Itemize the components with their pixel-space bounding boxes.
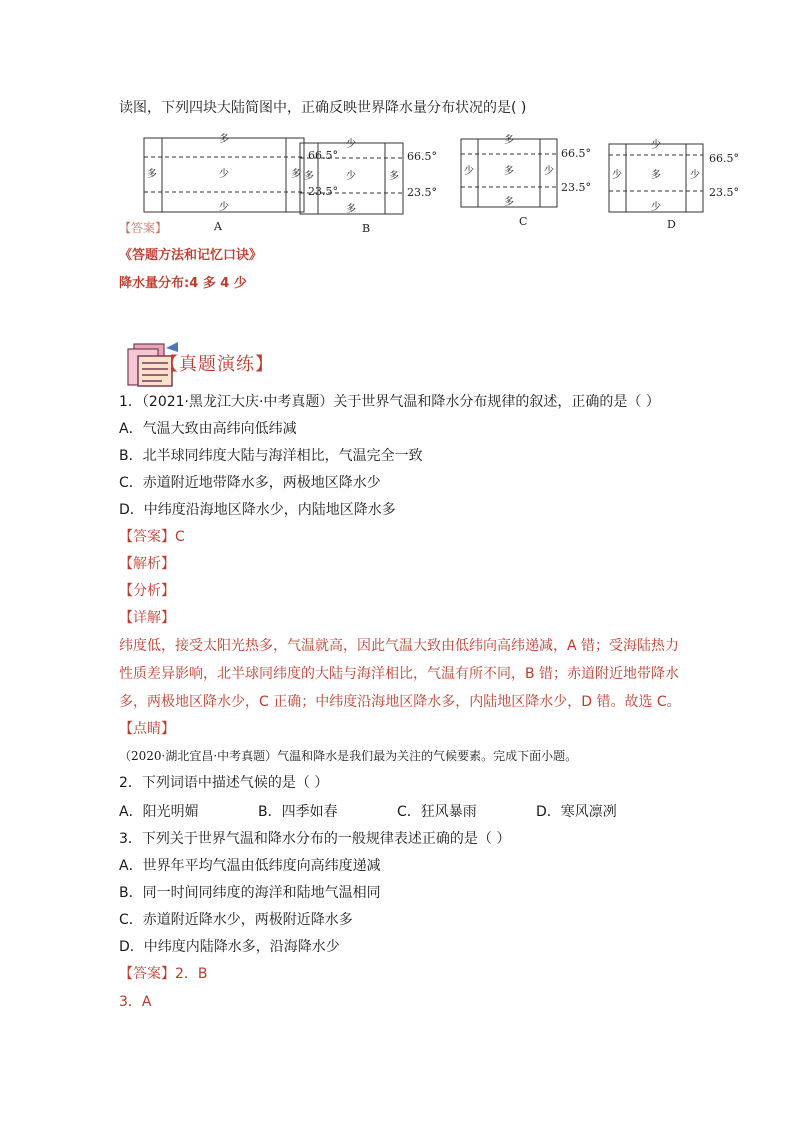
section-title: 【真题演练】 bbox=[160, 354, 274, 375]
q1-option-b: B．北半球同纬度大陆与海洋相比，气温完全一致 bbox=[119, 448, 423, 464]
diagram-a-right: 多 bbox=[291, 169, 301, 180]
diagram-d-label: D bbox=[667, 218, 676, 231]
diagram-c-lat-upper: 66.5° bbox=[561, 147, 591, 160]
group-intro: （2020·湖北宜昌·中考真题）气温和降水是我们最为关注的气候要素。完成下面小题。 bbox=[119, 749, 578, 763]
section-header bbox=[122, 340, 322, 386]
intro-question: 读图，下列四块大陆简图中，正确反映世界降水量分布状况的是( ) bbox=[119, 100, 527, 116]
q1-dianjing-label: 【点睛】 bbox=[119, 721, 175, 737]
q1-option-c: C．赤道附近地带降水多，两极地区降水少 bbox=[119, 475, 381, 491]
q3-option-b: B．同一时间同纬度的海洋和陆地气温相同 bbox=[119, 885, 381, 901]
diagram-a bbox=[144, 132, 338, 240]
diagram-a-top: 多 bbox=[219, 134, 229, 145]
diagram-a-lat-upper: 66.5° bbox=[308, 149, 338, 162]
diagram-c-lat-lower: 23.5° bbox=[561, 181, 591, 194]
diagram-b-bottom: 多 bbox=[346, 204, 356, 215]
diagram-b-center: 少 bbox=[346, 171, 356, 182]
diagram-c-left: 少 bbox=[464, 166, 474, 177]
q1-option-d: D．中纬度沿海地区降水少，内陆地区降水多 bbox=[119, 502, 396, 518]
q3-option-d: D．中纬度内陆降水多，沿海降水少 bbox=[119, 939, 340, 955]
q2-stem: 2．下列词语中描述气候的是（ ） bbox=[119, 775, 329, 791]
diagram-b-lat-upper: 66.5° bbox=[407, 150, 437, 163]
q1-answer: 【答案】C bbox=[119, 529, 185, 545]
diagram-b-right: 多 bbox=[389, 171, 399, 182]
diagram-a-label: A bbox=[214, 220, 222, 233]
q1-stem: 1．（2021·黑龙江大庆·中考真题）关于世界气温和降水分布规律的叙述，正确的是（ ） bbox=[119, 394, 660, 410]
diagram-c bbox=[461, 133, 621, 233]
diagram-d-right: 少 bbox=[690, 170, 700, 181]
diagram-a-bottom: 少 bbox=[219, 202, 229, 213]
q2-option-d: D．寒风凛冽 bbox=[536, 804, 617, 820]
q2-q3-answer: 【答案】2．B bbox=[119, 966, 208, 982]
diagram-d-left: 少 bbox=[612, 170, 622, 181]
q1-detail-line-3: 多，两极地区降水少，C 正确；中纬度沿海地区降水多，内陆地区降水少，D 错。故选 C。 bbox=[119, 694, 681, 710]
diagram-c-top: 多 bbox=[504, 135, 514, 146]
q1-detail-label: 【详解】 bbox=[119, 610, 175, 626]
diagram-d-bottom: 少 bbox=[651, 202, 661, 213]
diagram-b-top: 少 bbox=[346, 139, 356, 150]
diagram-a-left: 多 bbox=[147, 169, 157, 180]
q1-fenxi-label: 【分析】 bbox=[119, 583, 175, 599]
q3-option-c: C．赤道附近降水少，两极附近降水多 bbox=[119, 912, 353, 928]
q3-stem: 3．下列关于世界气温和降水分布的一般规律表述正确的是（ ） bbox=[119, 831, 511, 847]
diagram-b-label: B bbox=[362, 222, 371, 235]
diagram-d bbox=[609, 138, 769, 238]
diagram-c-right: 少 bbox=[544, 166, 554, 177]
method-text: 降水量分布:4 多 4 少 bbox=[119, 276, 247, 291]
diagram-c-label: C bbox=[519, 215, 528, 228]
q1-detail-line-2: 性质差异影响，北半球同纬度的大陆与海洋相比，气温有所不同，B 错；赤道附近地带降水 bbox=[119, 666, 680, 682]
q1-analysis-label: 【解析】 bbox=[119, 556, 175, 572]
q2-option-b: B．四季如春 bbox=[258, 804, 338, 820]
q1-option-a: A．气温大致由高纬向低纬减 bbox=[119, 421, 297, 437]
diagram-c-center: 多 bbox=[504, 166, 514, 177]
q2-option-c: C．狂风暴雨 bbox=[397, 804, 477, 820]
method-title: 《答题方法和记忆口诀》 bbox=[119, 248, 263, 263]
diagram-c-bottom: 多 bbox=[504, 197, 514, 208]
q1-detail-line-1: 纬度低，接受太阳光热多，气温就高，因此气温大致由低纬向高纬递减，A 错；受海陆热力 bbox=[119, 638, 680, 654]
diagram-d-top: 少 bbox=[651, 140, 661, 151]
diagram-d-center: 多 bbox=[651, 170, 661, 181]
q3-option-a: A．世界年平均气温由低纬度向高纬度递减 bbox=[119, 858, 381, 874]
diagram-b-left: 多 bbox=[304, 171, 314, 182]
obscured-answer-label: 【答案】 bbox=[119, 221, 168, 235]
diagram-d-lat-lower: 23.5° bbox=[709, 186, 739, 199]
diagram-a-center: 少 bbox=[219, 169, 229, 180]
diagram-b-lat-lower: 23.5° bbox=[407, 186, 437, 199]
q3-answer: 3．A bbox=[119, 994, 152, 1010]
diagram-a-lat-lower: 23.5° bbox=[308, 185, 338, 198]
diagram-b bbox=[300, 137, 480, 237]
diagram-d-lat-upper: 66.5° bbox=[709, 152, 739, 165]
q2-option-a: A．阳光明媚 bbox=[119, 804, 199, 820]
